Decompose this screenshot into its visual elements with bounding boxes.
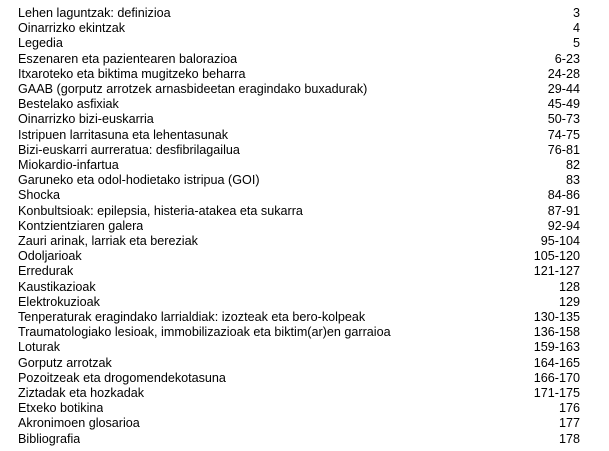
toc-entry bbox=[18, 67, 580, 82]
toc-entry bbox=[18, 112, 580, 127]
toc-entry-title: Kontzientziaren galera bbox=[18, 218, 144, 233]
toc-entry bbox=[18, 188, 580, 203]
toc-entry-title: Legedia bbox=[18, 36, 63, 51]
toc-entry-title: Erredurak bbox=[18, 264, 74, 279]
toc-entry-title: Loturak bbox=[18, 340, 61, 355]
toc-entry-page: 24-28 bbox=[547, 66, 580, 81]
toc-entry-title: Bizi-euskarri aurreratua: desfibrilagailua bbox=[18, 142, 240, 157]
toc-entry-page: 130-135 bbox=[533, 310, 580, 324]
toc-entry bbox=[18, 416, 580, 431]
toc-entry-title: Shocka bbox=[18, 188, 61, 203]
toc-entry bbox=[18, 173, 580, 188]
toc-entry bbox=[18, 6, 580, 21]
toc-entry bbox=[18, 21, 580, 36]
toc-entry bbox=[18, 325, 580, 340]
toc-entry bbox=[18, 219, 580, 234]
toc-entry-title: Miokardio-infartua bbox=[18, 158, 119, 172]
toc-entry-page: 4 bbox=[572, 21, 580, 36]
toc-entry-page: 121-127 bbox=[533, 264, 580, 279]
toc-entry bbox=[18, 97, 580, 112]
toc-entry-page: 6-23 bbox=[554, 51, 580, 66]
toc-entry-page: 171-175 bbox=[533, 386, 580, 400]
toc-entry-page: 178 bbox=[558, 431, 580, 446]
toc-entry-title: Bestelako asfixiak bbox=[18, 97, 119, 112]
toc-entry-page: 166-170 bbox=[533, 370, 580, 385]
toc-entry-title: Istripuen larritasuna eta lehentasunak bbox=[18, 127, 229, 142]
toc-entry bbox=[18, 143, 580, 158]
toc-entry-page: 5 bbox=[572, 36, 580, 51]
toc-entry-title: Bibliografia bbox=[18, 431, 81, 446]
toc-entry-title: Odoljarioak bbox=[18, 249, 82, 264]
toc-entry-page: 76-81 bbox=[547, 142, 580, 157]
toc-entry-page: 74-75 bbox=[547, 127, 580, 142]
toc-entry-title: Elektrokuzioak bbox=[18, 294, 100, 309]
toc-entry bbox=[18, 310, 580, 325]
toc-entry-title: Lehen laguntzak: definizioa bbox=[18, 6, 171, 20]
toc-entry bbox=[18, 204, 580, 219]
toc-entry bbox=[18, 371, 580, 386]
toc-entry-title: Ziztadak eta hozkadak bbox=[18, 386, 145, 400]
toc-entry bbox=[18, 158, 580, 173]
toc-entry-title: Tenperaturak eragindako larrialdiak: izozteak eta bero-kolpeak bbox=[18, 310, 366, 324]
toc-entry-title: Itxaroteko eta biktima mugitzeko beharra bbox=[18, 66, 246, 81]
toc-entry bbox=[18, 340, 580, 355]
toc-entry-page: 92-94 bbox=[547, 218, 580, 233]
toc-entry bbox=[18, 356, 580, 371]
toc-entry-page: 105-120 bbox=[533, 249, 580, 264]
toc-entry-page: 87-91 bbox=[547, 203, 580, 218]
toc-entry bbox=[18, 128, 580, 143]
toc-entry-title: Oinarrizko ekintzak bbox=[18, 21, 126, 36]
toc-entry-page: 45-49 bbox=[547, 97, 580, 112]
toc-entry-title: Etxeko botikina bbox=[18, 401, 104, 416]
toc-entry-title: Gorputz arrotzak bbox=[18, 355, 112, 370]
toc-entry bbox=[18, 264, 580, 279]
toc-entry-page: 177 bbox=[558, 416, 580, 431]
toc-entry-page: 3 bbox=[572, 6, 580, 20]
toc-entry bbox=[18, 386, 580, 401]
toc-entry-page: 129 bbox=[558, 294, 580, 309]
toc-entry bbox=[18, 234, 580, 249]
toc-entry bbox=[18, 432, 580, 447]
toc-entry bbox=[18, 295, 580, 310]
toc-entry-title: Akronimoen glosarioa bbox=[18, 416, 140, 431]
toc-entry-title: Traumatologiako lesioak, immobilizazioak eta biktim(ar)en garraioa bbox=[18, 325, 391, 340]
toc-entry-page: 83 bbox=[565, 173, 580, 188]
toc-entry-page: 29-44 bbox=[547, 82, 580, 96]
toc-entry-title: Eszenaren eta pazientearen balorazioa bbox=[18, 51, 238, 66]
toc-entry-title: Kaustikazioak bbox=[18, 279, 96, 294]
toc-entry-title: Oinarrizko bizi-euskarria bbox=[18, 112, 154, 127]
toc-entry-title: GAAB (gorputz arrotzek arnasbideetan eragindako buxadurak) bbox=[18, 82, 368, 96]
toc-entry bbox=[18, 82, 580, 97]
toc-entry-page: 164-165 bbox=[533, 355, 580, 370]
toc-entry-page: 159-163 bbox=[533, 340, 580, 355]
toc-entry-page: 128 bbox=[558, 279, 580, 294]
toc-entry-page: 95-104 bbox=[540, 234, 580, 248]
toc-entry bbox=[18, 52, 580, 67]
toc-entry-page: 50-73 bbox=[547, 112, 580, 127]
toc-entry bbox=[18, 280, 580, 295]
toc-entry-title: Pozoitzeak eta drogomendekotasuna bbox=[18, 370, 226, 385]
toc-entry-page: 82 bbox=[565, 158, 580, 172]
toc-entry-title: Zauri arinak, larriak eta bereziak bbox=[18, 234, 198, 248]
toc-entry-title: Konbultsioak: epilepsia, histeria-atakea eta sukarra bbox=[18, 203, 303, 218]
toc-entry-page: 136-158 bbox=[533, 325, 580, 340]
toc-entry bbox=[18, 36, 580, 51]
toc-entry bbox=[18, 249, 580, 264]
toc-entry bbox=[18, 401, 580, 416]
toc-entry-page: 84-86 bbox=[547, 188, 580, 203]
toc-entry-page: 176 bbox=[558, 401, 580, 416]
toc-entry-title: Garuneko eta odol-hodietako istripua (GOI) bbox=[18, 173, 260, 188]
